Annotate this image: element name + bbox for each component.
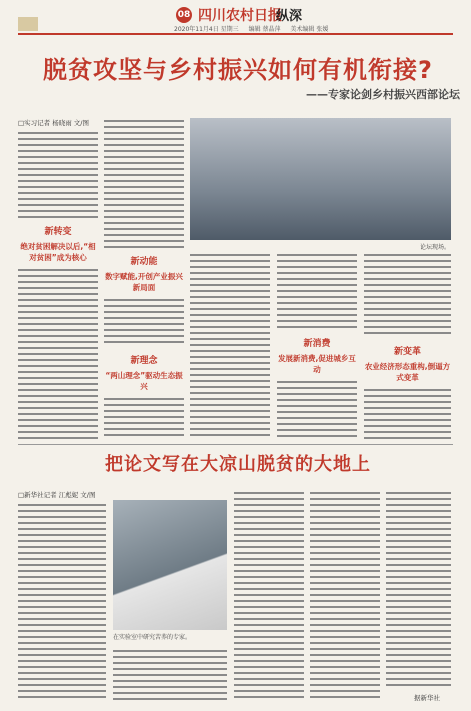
body-text xyxy=(364,387,451,440)
section-subtitle: 绝对贫困解决以后,“相对贫困”成为核心 xyxy=(20,242,96,262)
section-subtitle: 农业经济形态重构,倒逼方式变革 xyxy=(364,362,451,382)
lab-photo-caption: 在实验室中研究苦荞的专家。 xyxy=(113,634,192,641)
article1-byline: □实习记者 杨晓雨 文/图 xyxy=(18,119,89,127)
section-subtitle: 发展新消费,促进城乡互动 xyxy=(278,354,356,374)
article2-byline: □新华社记者 江彪妮 文/图 xyxy=(18,491,96,499)
article2-column-2-text xyxy=(113,648,227,702)
section-title: 新消费 xyxy=(303,339,331,349)
page-number: 08 xyxy=(176,7,192,23)
paper-name: 四川农村日报 xyxy=(198,8,282,24)
article-divider xyxy=(18,444,453,445)
article1-column-1 xyxy=(18,118,98,440)
lab-photo xyxy=(113,500,227,630)
article1-column-3 xyxy=(190,252,270,440)
section-title: 新动能 xyxy=(130,257,158,267)
article2-column-4 xyxy=(310,490,380,702)
forum-photo-caption: 论坛现场。 xyxy=(419,244,450,251)
article1-column-5 xyxy=(364,252,451,440)
article1-column-4 xyxy=(277,252,357,440)
designer: 美术编辑 张媛 xyxy=(290,26,329,33)
editor: 编辑 蔡晶萍 xyxy=(248,26,281,33)
section-title: 新理念 xyxy=(130,356,158,366)
body-text xyxy=(190,252,270,440)
header-rule xyxy=(18,33,453,35)
article2-headline: 把论文写在大凉山脱贫的大地上 xyxy=(105,454,371,475)
section-subtitle: 数字赋能,开创产业振兴新局面 xyxy=(105,272,183,292)
body-text xyxy=(234,490,304,702)
body-text xyxy=(18,502,106,702)
masthead-decoration xyxy=(18,17,38,31)
issue-meta xyxy=(174,24,414,33)
section-subtitle: “两山理念”驱动生态振兴 xyxy=(105,371,183,391)
body-text xyxy=(277,379,357,440)
body-text xyxy=(104,297,184,347)
body-text xyxy=(18,267,98,440)
article1-intro-text xyxy=(18,130,98,218)
section-title: 新转变 xyxy=(44,227,72,237)
body-text xyxy=(364,252,451,338)
article1-headline: 脱贫攻坚与乡村振兴如何有机衔接? xyxy=(43,56,433,84)
forum-photo xyxy=(190,118,451,240)
article2-column-5 xyxy=(386,490,451,690)
section-title: 新变革 xyxy=(393,347,421,357)
article2-source: 据新华社 xyxy=(414,694,440,702)
article1-subhead: ——专家论剑乡村振兴西部论坛 xyxy=(306,88,460,101)
article1-column-2 xyxy=(104,118,184,440)
body-text xyxy=(310,490,380,702)
body-text xyxy=(104,118,184,248)
body-text xyxy=(113,648,227,702)
body-text xyxy=(104,396,184,440)
body-text xyxy=(277,252,357,330)
issue-date: 2020年11月4日 星期三 xyxy=(174,26,239,33)
article2-column-1 xyxy=(18,490,106,702)
section-name: 纵深 xyxy=(276,9,303,24)
article2-column-3 xyxy=(234,490,304,702)
body-text xyxy=(386,490,451,690)
